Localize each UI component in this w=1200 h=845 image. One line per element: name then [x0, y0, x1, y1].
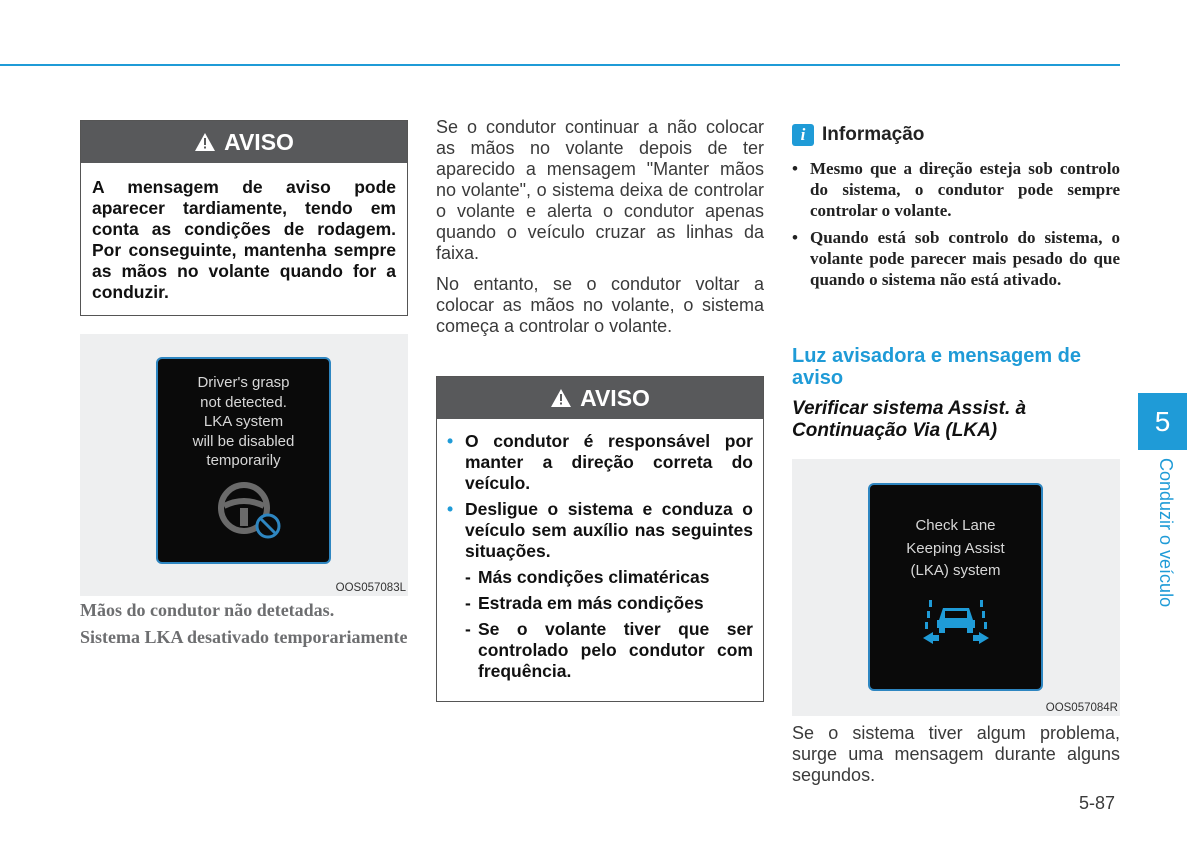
bullet-icon: •	[447, 431, 454, 451]
paragraph: Se o sistema tiver algum problema, surge uma mensagem durante alguns segundos.	[792, 723, 1120, 785]
header-rule	[0, 64, 1120, 66]
info-header	[792, 122, 1120, 148]
list-item: • Quando está sob controlo do sistema, o volante pode parecer mais pesado do que quando o sistema não está ativado.	[792, 228, 1120, 289]
paragraph: Se o condutor continuar a não colocar as mãos no volante depois de ter aparecido a mensagem "Manter mãos no volante", o sistema deixa de controlar o volante e alerta o condutor apenas quando o veículo cruzar as linhas da faixa.	[436, 117, 764, 263]
info-box	[792, 122, 1120, 296]
figure-lka-check	[792, 459, 1120, 716]
info-title: Informação	[822, 124, 925, 145]
caption-line: Mãos do condutor não detetadas.	[80, 600, 335, 620]
list-item: • Desligue o sistema e conduza o veículo sem auxílio nas seguintes situações.	[447, 499, 753, 561]
figure-caption	[80, 599, 408, 653]
list-subitem: - Más condições climatéricas	[465, 567, 710, 587]
figure-driver-grasp	[80, 334, 408, 596]
screen-line: Check Lane	[915, 517, 996, 534]
screen-line: Driver's grasp	[197, 374, 290, 391]
screen-line: will be disabled	[192, 432, 295, 450]
page-number: 5-87	[1079, 793, 1116, 813]
screen-line: (LKA) system	[910, 562, 1001, 579]
warning-list	[437, 419, 763, 701]
warning-title: AVISO	[580, 384, 650, 411]
warning-text: A mensagem de aviso pode aparecer tardiamente, tendo em conta as condições de rodagem. Por conseguinte, mantenha sempre as mãos no volante quando for a conduzir.	[92, 177, 396, 302]
chapter-label: Conduzir o veículo	[1156, 458, 1176, 608]
cluster-display	[156, 357, 331, 564]
lane-keeping-assist-icon	[921, 598, 991, 650]
warning-triangle-icon	[194, 132, 216, 152]
warning-title: AVISO	[224, 128, 294, 155]
warning-box-2	[436, 376, 764, 702]
warning-header	[81, 121, 407, 163]
list-subitem: - Estrada em más condições	[465, 593, 704, 613]
info-icon: i	[792, 124, 814, 146]
warning-box-1	[80, 120, 408, 316]
figure-code: OOS057083L	[335, 582, 406, 594]
screen-line: Keeping Assist	[906, 539, 1005, 557]
screen-line: not detected.	[200, 393, 287, 411]
cluster-display	[868, 483, 1043, 691]
steering-wheel-prohibited-icon	[210, 476, 290, 546]
list-item: • O condutor é responsável por manter a direção correta do veículo.	[447, 431, 753, 493]
figure-code: OOS057084R	[1045, 702, 1118, 714]
warning-header	[437, 377, 763, 419]
screen-line: temporarily	[206, 452, 281, 469]
warning-triangle-icon	[550, 388, 572, 408]
info-list	[792, 158, 1120, 290]
section-subtitle: Verificar sistema Assist. à Continuação Via (LKA)	[792, 398, 1027, 441]
list-item: • Mesmo que a direção esteja sob controlo do sistema, o condutor pode sempre controlar o volante.	[792, 159, 1120, 220]
section-title: Luz avisadora e mensagem de aviso	[792, 345, 1082, 389]
caption-line: Sistema LKA desativado temporariamente	[80, 627, 408, 647]
body-text-col2	[436, 117, 764, 347]
list-subitem: - Se o volante tiver que ser controlado pelo condutor com frequência.	[465, 619, 753, 681]
chapter-tab: 5	[1138, 393, 1187, 450]
bullet-icon: •	[447, 499, 454, 519]
paragraph: No entanto, se o condutor voltar a colocar as mãos no volante, o sistema começa a controlar o volante.	[436, 274, 764, 336]
screen-line: LKA system	[203, 413, 284, 430]
